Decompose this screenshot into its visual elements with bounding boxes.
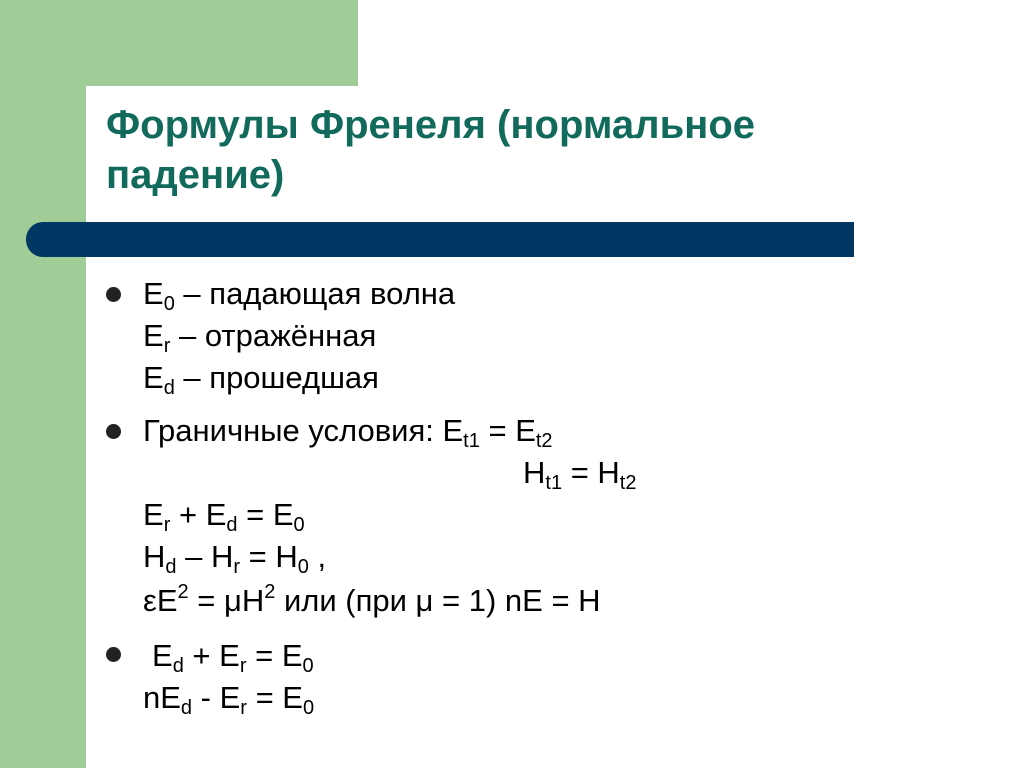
bullet-2-line-5: $\varepsilon E^2 = \mu H^2$ или (при μ = 1) nE = H — [143, 581, 601, 618]
bullet-1-marker — [106, 287, 121, 302]
title-line-1: Формулы Френеля (нормальное — [106, 103, 756, 147]
bullet-1-line-3: $E_d$ – прошедшая — [143, 360, 379, 399]
bullet-2-line-3: $E_r + E_d = E_0$ — [143, 497, 305, 536]
title-line-2: падение) — [106, 153, 285, 197]
bullet-3-marker — [106, 647, 121, 662]
bullet-2-line-4: $H_d - H_r = H_0$ , — [143, 539, 327, 578]
bullet-3-line-2: $nE_d - E_r = E_0$ — [143, 680, 315, 719]
bullet-3-line-1: $E_d + E_r = E_0$ — [152, 638, 314, 677]
bullet-1-line-1: $E_0$ – падающая волна — [143, 276, 456, 315]
bullet-1-line-2: $E_r$ – отражённая — [143, 318, 377, 357]
bullet-2-line-2: $H_{t1} = H_{t2}$ — [523, 455, 637, 494]
bullet-2-line-1: Граничные условия: $E_{t1} = E_{t2}$ — [143, 413, 553, 452]
bullet-2-marker — [106, 424, 121, 439]
